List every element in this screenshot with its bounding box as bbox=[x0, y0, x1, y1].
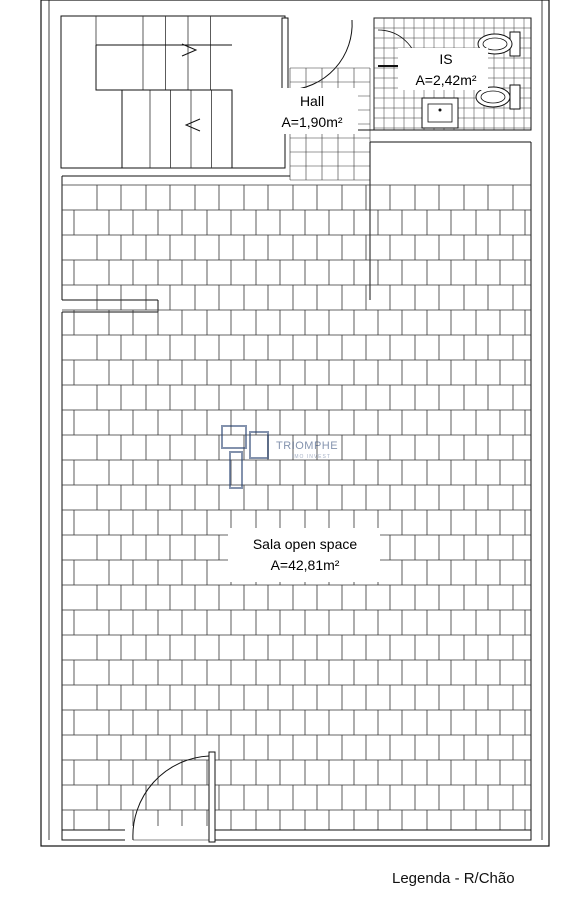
staircase bbox=[61, 16, 285, 168]
sala-name: Sala open space bbox=[252, 536, 358, 552]
hall-area: A=1,90m² bbox=[281, 114, 343, 130]
is-area: A=2,42m² bbox=[415, 72, 477, 88]
watermark-tagline: IMO INVEST bbox=[292, 454, 331, 460]
sala-tiles bbox=[62, 185, 531, 830]
legend-label: Legenda - R/Chão bbox=[392, 870, 515, 887]
stair-arrow-lower bbox=[186, 119, 200, 131]
sink-icon bbox=[422, 98, 458, 128]
is-name: IS bbox=[439, 51, 453, 67]
hall-name: Hall bbox=[299, 93, 325, 109]
sala-area: A=42,81m² bbox=[270, 557, 340, 573]
stair-arrow-upper bbox=[182, 44, 196, 56]
hall-door[interactable] bbox=[282, 18, 352, 90]
watermark-brand: TRIOMPHE bbox=[276, 440, 339, 452]
